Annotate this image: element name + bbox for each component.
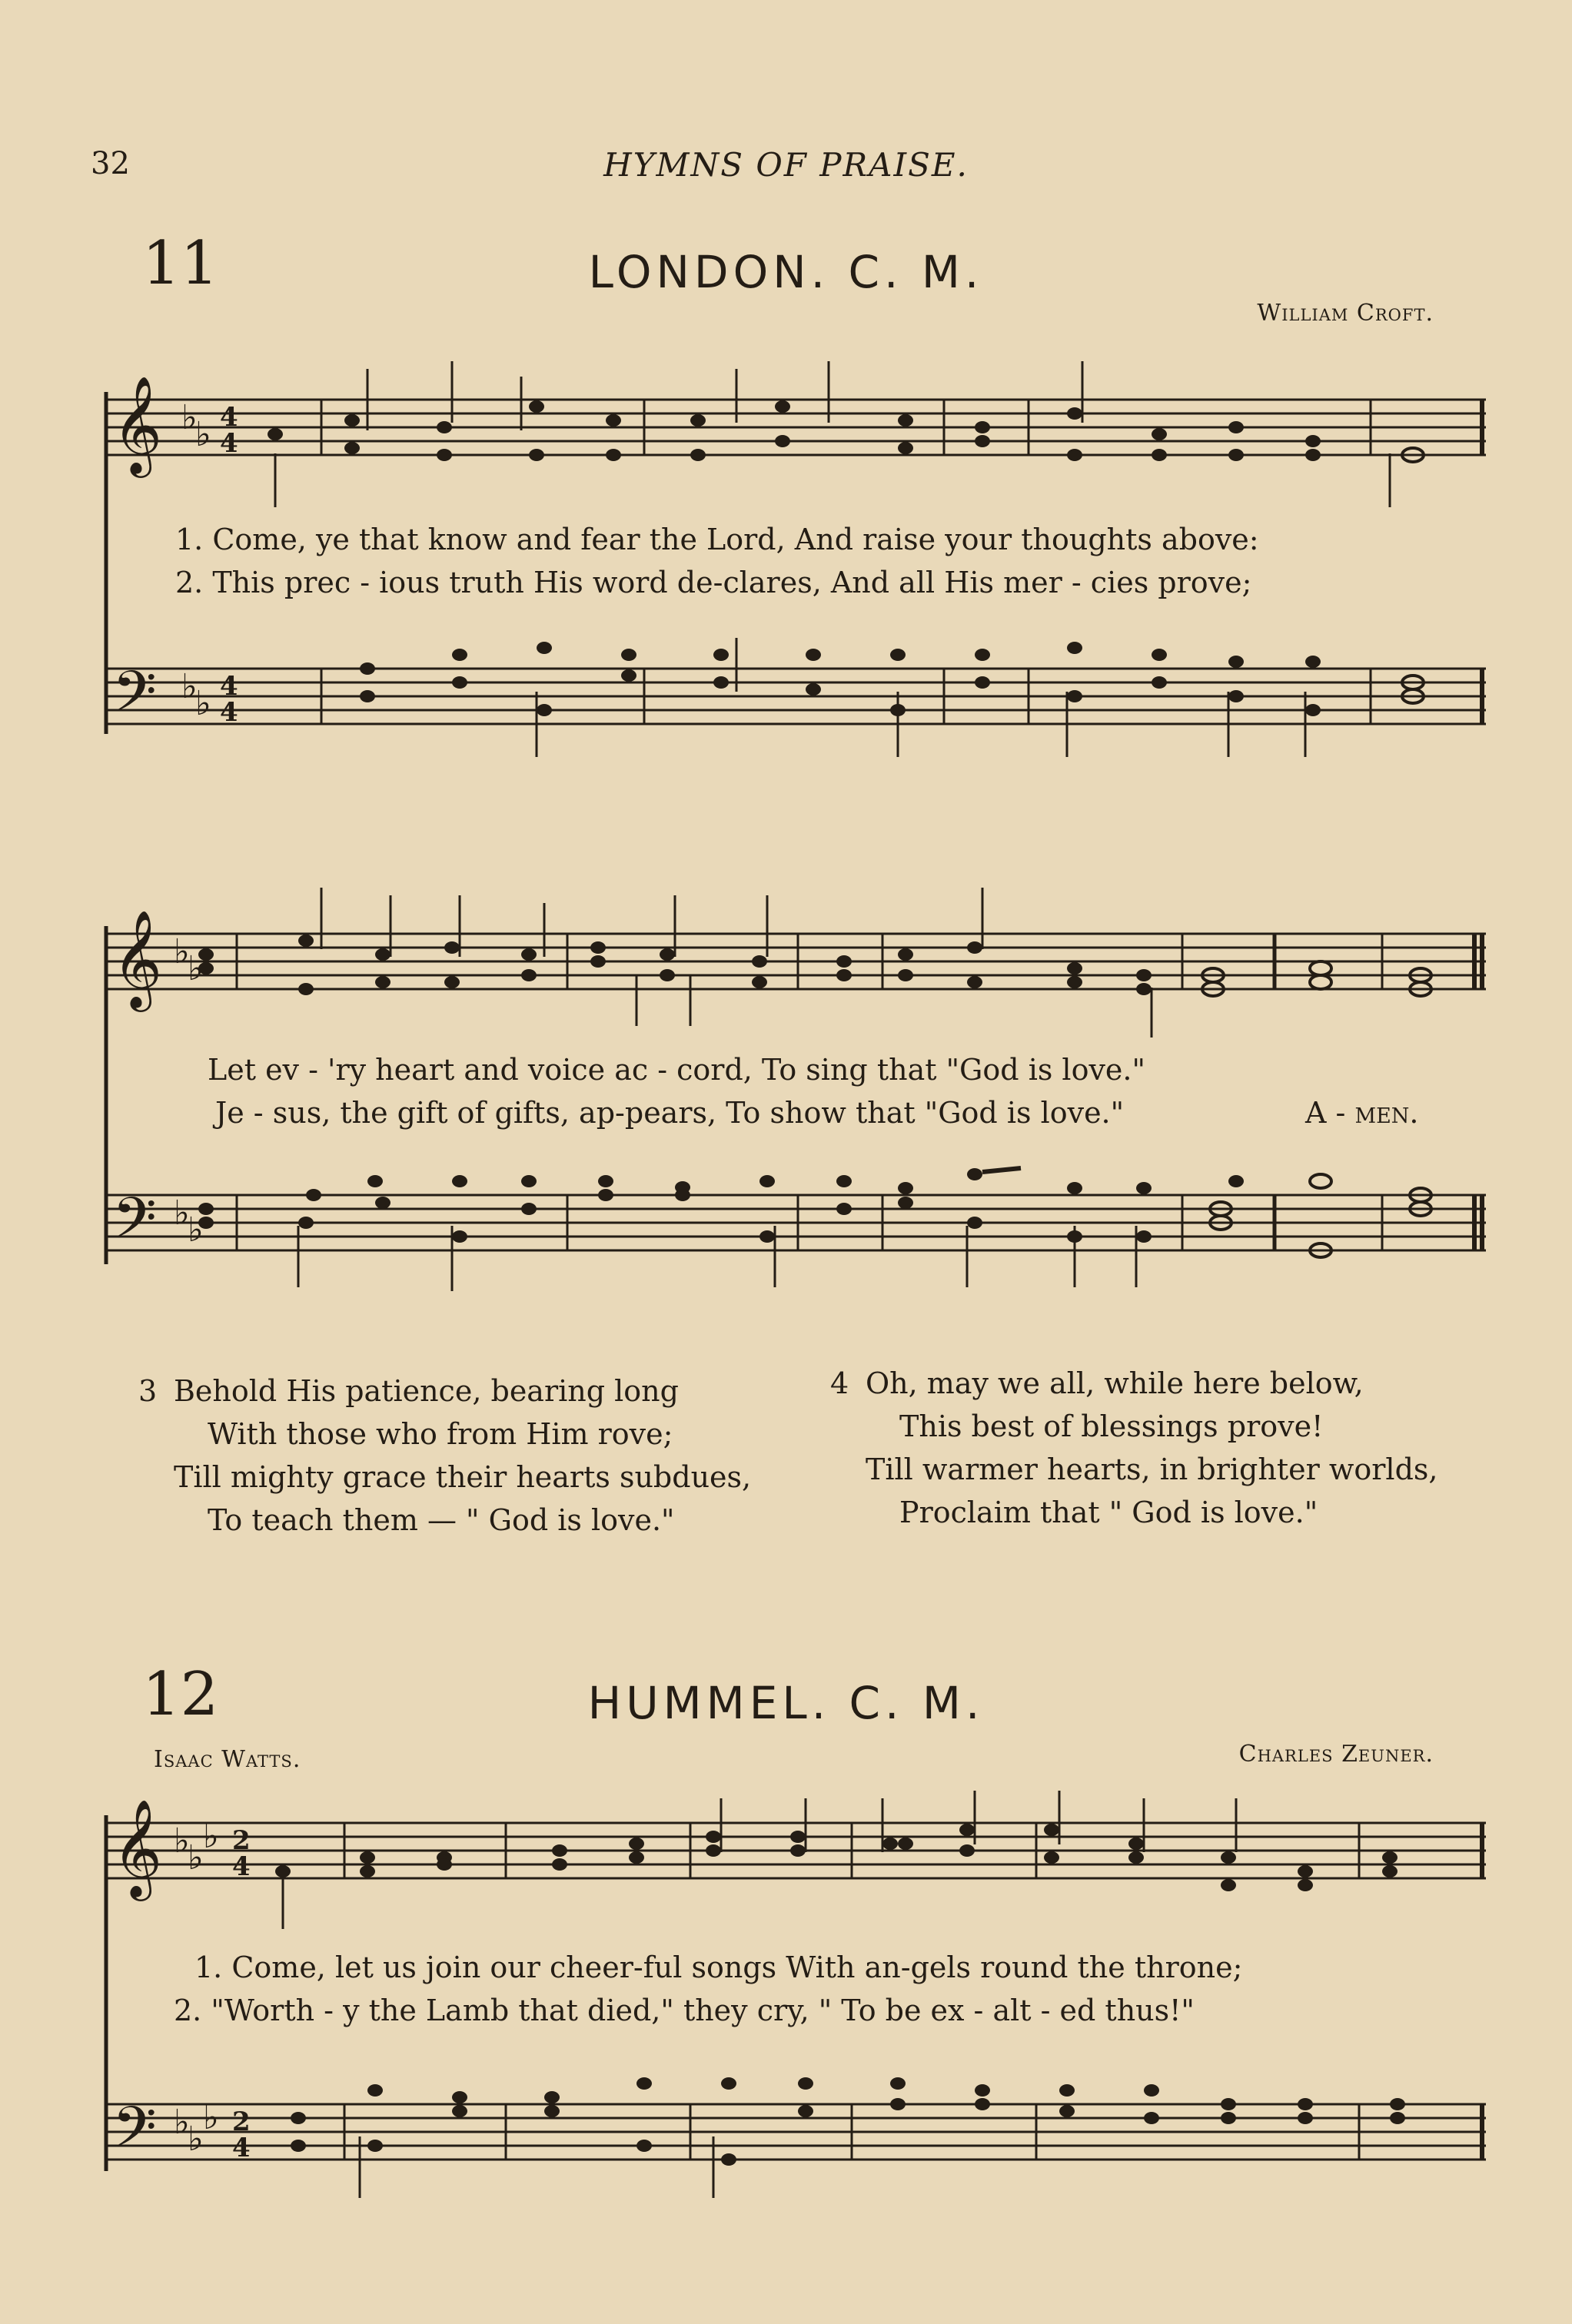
svg-text:2: 2 [232,2107,251,2137]
composer-credit: Charles Zeuner. [1238,1741,1434,1768]
staff-notation [91,872,1490,1318]
svg-text:♭: ♭ [188,1838,204,1877]
verse-line: This best of blessings prove! [899,1409,1324,1443]
page-header [0,146,1572,192]
svg-text:♭: ♭ [203,1817,219,1856]
verse-line: With those who from Him rove; [208,1417,673,1451]
svg-text:𝄢: 𝄢 [112,1185,157,1266]
svg-text:♭: ♭ [188,949,204,988]
svg-text:4: 4 [232,2133,251,2163]
svg-text:𝄞: 𝄞 [112,909,163,1008]
svg-text:♭: ♭ [181,398,198,437]
svg-text:2: 2 [232,1825,251,1856]
svg-text:♭: ♭ [188,1210,204,1250]
lyric-line-1: 1. Come, let us join our cheer-ful songs With an-gels round the throne; [194,1950,1243,1984]
verse-line: Oh, may we all, while here below, [866,1366,1364,1400]
svg-text:𝄞: 𝄞 [112,1798,163,1897]
lyric-line-1: Let ev - 'ry heart and voice ac - cord, To sing that "God is love." [208,1053,1145,1087]
lyric-line-1: 1. Come, ye that know and fear the Lord, And raise your thoughts above: [175,523,1259,556]
svg-text:𝄞: 𝄞 [112,375,163,473]
music-system [91,338,1490,769]
svg-text:♭: ♭ [174,1821,190,1861]
svg-text:♭: ♭ [195,684,211,723]
running-title: HYMNS OF PRAISE. [603,146,969,184]
lyric-line-2: 2. "Worth - y the Lamb that died," they cry, " To be ex - alt - ed thus!" [174,1994,1195,2027]
music-system [91,872,1490,1318]
hymn-number: 12 [142,1660,219,1729]
hymn-number: 11 [142,229,219,298]
author-credit: Isaac Watts. [154,1746,301,1773]
tune-title: LONDON. C. M. [588,246,984,298]
verse-number: 3 [138,1374,158,1408]
verse-4 [830,1362,1438,1534]
verse-line: Till warmer hearts, in brighter worlds, [866,1452,1438,1486]
composer-credit: William Croft. [1257,300,1434,327]
svg-text:♭: ♭ [174,1194,190,1233]
amen-lyric: A - men. [1305,1096,1419,1130]
tune-title: HUMMEL. C. M. [587,1677,985,1729]
svg-text:𝄢: 𝄢 [112,2094,157,2175]
svg-text:♭: ♭ [188,2120,204,2159]
svg-text:4: 4 [220,671,238,702]
verse-line: Till mighty grace their hearts subdues, [174,1460,752,1494]
page-number: 32 [91,146,130,181]
svg-text:♭: ♭ [174,932,190,971]
svg-text:4: 4 [220,402,238,433]
svg-text:♭: ♭ [203,2098,219,2137]
svg-text:𝄢: 𝄢 [112,659,157,739]
lyric-line-2: 2. This prec - ious truth His word de-clares, And all His mer - cies prove; [175,566,1252,599]
svg-text:♭: ♭ [174,2103,190,2142]
verse-number: 4 [830,1366,849,1400]
verse-3 [138,1370,751,1542]
svg-text:4: 4 [232,1851,251,1882]
verse-line: Behold His patience, bearing long [174,1374,679,1408]
svg-text:♭: ♭ [181,667,198,706]
verse-line: To teach them — " God is love." [208,1503,675,1537]
svg-text:♭: ♭ [195,415,211,454]
verse-line: Proclaim that " God is love." [899,1496,1318,1529]
svg-text:4: 4 [220,697,238,728]
svg-text:4: 4 [220,428,238,459]
lyric-line-2: Je - sus, the gift of gifts, ap-pears, To show that "God is love." [215,1096,1125,1130]
music-system [91,1783,1490,2213]
